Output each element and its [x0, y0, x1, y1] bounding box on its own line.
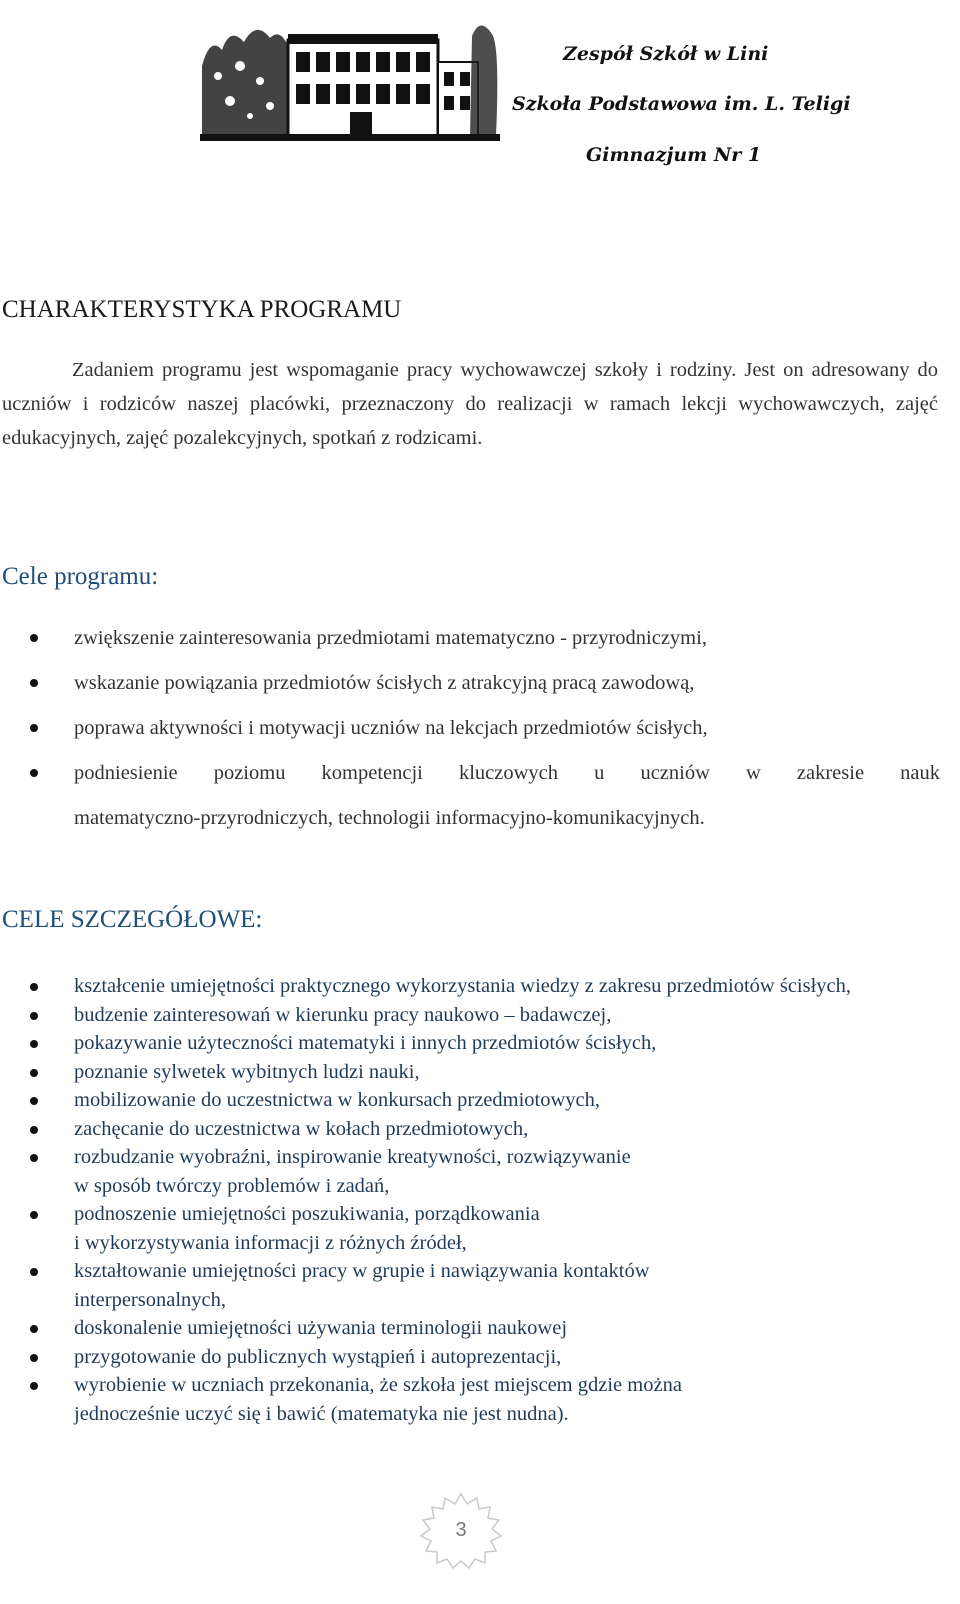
list-item: zwiększenie zainteresowania przedmiotami matematyczno - przyrodniczymi, — [0, 616, 940, 661]
bullet-icon — [30, 1354, 38, 1362]
list-item: podniesienie poziomu kompetencji kluczowych u uczniów w zakresie nauk — [0, 751, 940, 796]
bullet-icon — [30, 1325, 38, 1333]
bullet-icon — [30, 724, 38, 732]
list-item: doskonalenie umiejętności używania terminologii naukowej — [0, 1314, 940, 1343]
list-item: poznanie sylwetek wybitnych ludzi nauki, — [0, 1058, 940, 1087]
program-description — [2, 353, 938, 455]
school-name-line-3: Gimnazjum Nr 1 — [586, 144, 762, 166]
list-item: kształtowanie umiejętności pracy w grupie i nawiązywania kontaktów interpersonalnych, — [0, 1257, 940, 1314]
bullet-icon — [30, 1211, 38, 1219]
list-item: wskazanie powiązania przedmiotów ścisłych z atrakcyjną pracą zawodową, — [0, 661, 940, 706]
list-item-continuation: i wykorzystywania informacji z różnych źródeł, — [74, 1231, 467, 1254]
list-item: rozbudzanie wyobraźni, inspirowanie kreatywności, rozwiązywanie — [0, 1143, 940, 1172]
bullet-icon — [30, 769, 38, 777]
bullet-icon — [30, 1097, 38, 1105]
section-heading-goals: Cele programu: — [2, 563, 159, 590]
bullet-icon — [30, 679, 38, 687]
list-item: podnoszenie umiejętności poszukiwania, porządkowania — [0, 1200, 940, 1229]
list-item: przygotowanie do publicznych wystąpień i autoprezentacji, — [0, 1343, 940, 1372]
list-item: poprawa aktywności i motywacji uczniów na lekcjach przedmiotów ścisłych, — [0, 706, 940, 751]
bullet-icon — [30, 1069, 38, 1077]
program-description-text: Zadaniem programu jest wspomaganie pracy wychowawczej szkoły i rodziny. Jest on adresowany do uczniów i rodziców naszej placówki, przeznaczony do realizacji w ramach lekcji wychowawczych, zajęć edukacyjnych, zajęć pozalekcyjnych, spotkań z rodzicami. — [2, 359, 938, 449]
school-name-line-1: Zespół Szkół w Lini — [563, 43, 769, 65]
list-item: budzenie zainteresowań w kierunku pracy naukowo – badawczej, — [0, 1001, 940, 1030]
bullet-icon — [30, 1382, 38, 1390]
goals-list — [0, 616, 940, 841]
bullet-icon — [30, 1012, 38, 1020]
list-item: mobilizowanie do uczestnictwa w konkursach przedmiotowych, — [0, 1086, 940, 1115]
list-item: pokazywanie użyteczności matematyki i innych przedmiotów ścisłych, — [0, 1029, 940, 1058]
bullet-icon — [30, 1126, 38, 1134]
list-item: wyrobienie w uczniach przekonania, że szkoła jest miejscem gdzie można — [0, 1371, 940, 1400]
list-item-continuation: jednocześnie uczyć się i bawić (matematyka nie jest nudna). — [74, 1402, 569, 1425]
list-item: kształcenie umiejętności praktycznego wykorzystania wiedzy z zakresu przedmiotów ścisłych, — [0, 972, 940, 1001]
school-building-logo — [200, 6, 500, 141]
bullet-icon — [30, 634, 38, 642]
bullet-icon — [30, 1040, 38, 1048]
detailed-goals-list — [0, 972, 940, 1428]
list-item-continuation: w sposób twórczy problemów i zadań, — [74, 1174, 390, 1197]
section-heading-detailed-goals: CELE SZCZEGÓŁOWE: — [2, 906, 263, 933]
section-heading-program: CHARAKTERYSTYKA PROGRAMU — [2, 296, 402, 323]
bullet-icon — [30, 983, 38, 991]
bullet-icon — [30, 1154, 38, 1162]
school-name-line-2: Szkoła Podstawowa im. L. Teligi — [512, 93, 851, 115]
page-number: 3 — [455, 1518, 467, 1541]
page-number-badge — [411, 1490, 511, 1570]
list-item-continuation: matematyczno-przyrodniczych, technologii informacyjno-komunikacyjnych. — [74, 807, 705, 829]
bullet-icon — [30, 1268, 38, 1276]
page-header — [0, 0, 960, 166]
list-item: zachęcanie do uczestnictwa w kołach przedmiotowych, — [0, 1115, 940, 1144]
